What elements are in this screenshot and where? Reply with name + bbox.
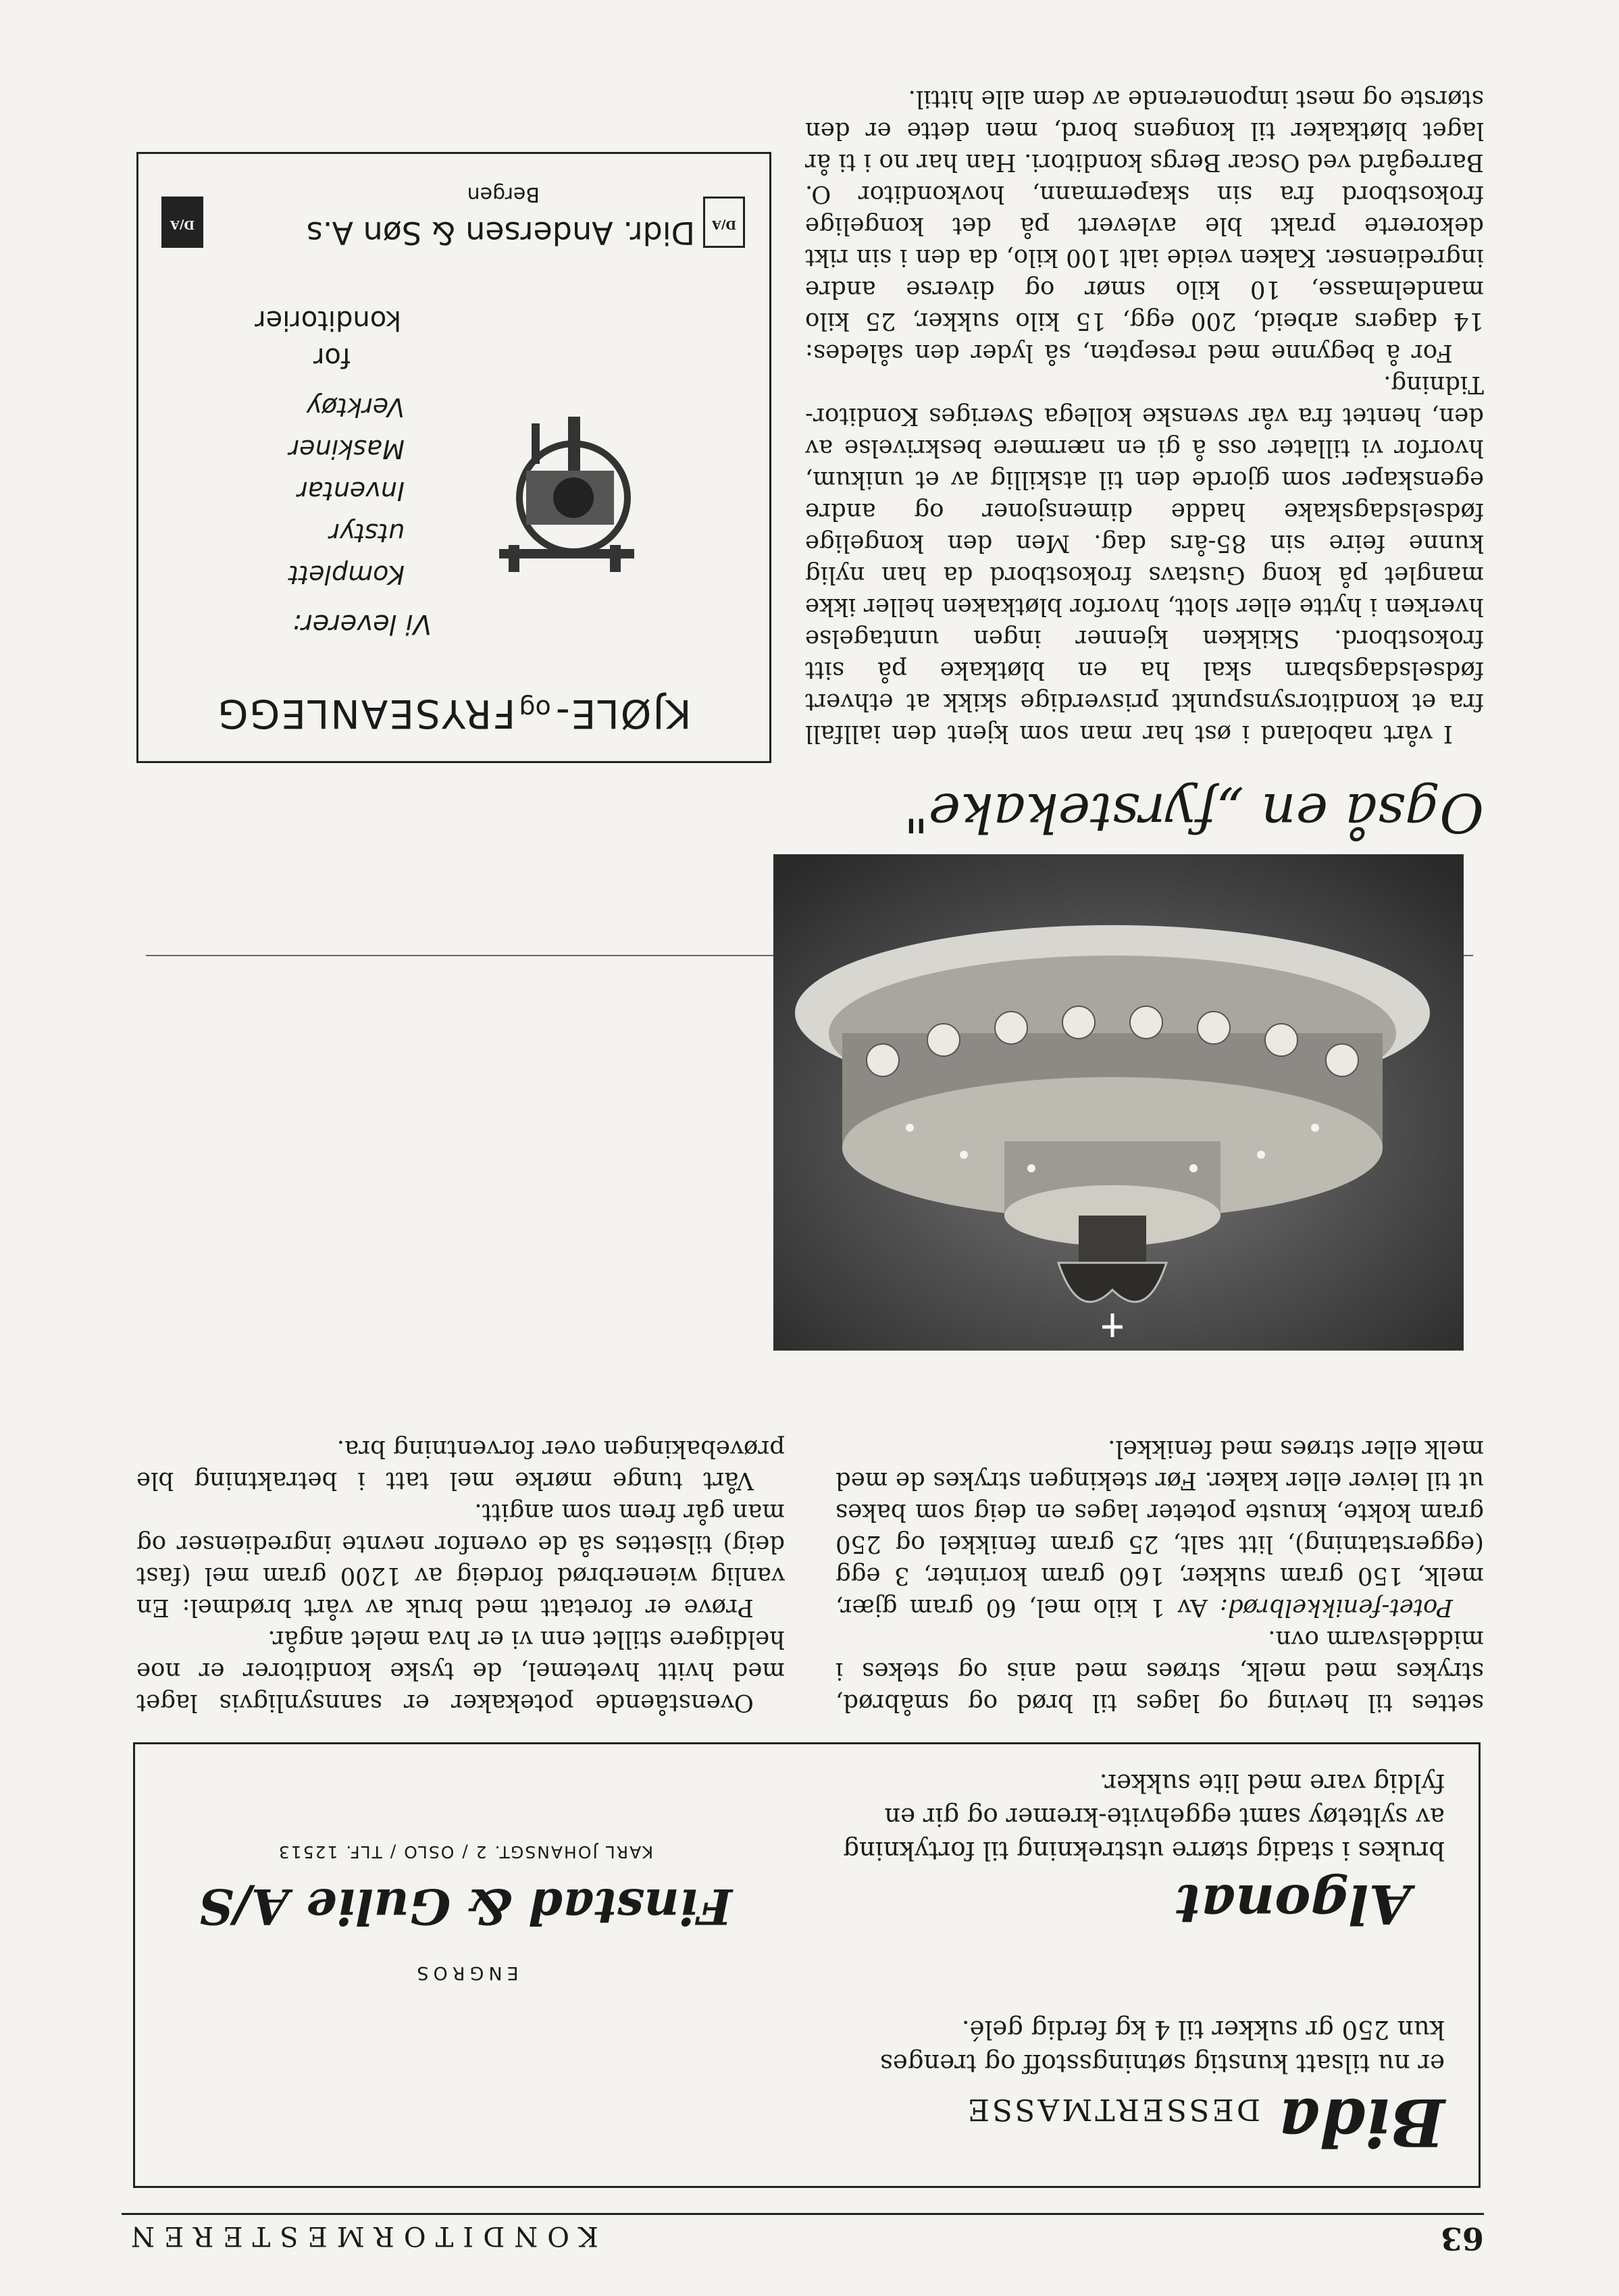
article-title: Også en „fyrstekake" <box>903 781 1484 844</box>
dida-company: Didr. Andersen & Søn A.s <box>306 215 695 251</box>
machine-illustration <box>459 396 675 599</box>
dida-headline-b: FRYSEANLEGG <box>216 691 516 737</box>
dida-logo-right-text: D/A <box>170 217 195 232</box>
dida-city: Bergen <box>467 182 540 206</box>
finstad-engros: ENGROS <box>412 1962 519 1983</box>
dida-konditorier: konditorier <box>255 305 401 336</box>
dida-headline-a: KJØLE- <box>554 691 692 737</box>
finstad-address: KARL JOHANSGT. 2 / OSLO / TLF. 12513 <box>277 1842 654 1862</box>
ad-box-didr-andersen <box>136 152 771 763</box>
dida-vi-leverer: Vi leverer: <box>292 608 432 640</box>
dida-item-verktoy: Verktøy <box>306 392 405 422</box>
dida-item-komplett: Komplett <box>288 560 405 590</box>
page-number: 63 <box>1440 2220 1484 2257</box>
ad-bida <box>837 2012 1445 2160</box>
algonat-brand: Algonat <box>1175 1873 1411 1936</box>
page-header <box>122 2213 1484 2257</box>
bida-product: DESSERTMASSE <box>965 2092 1261 2127</box>
bida-text: er nu tilsatt kunstig søtningsstoff og trenges kun 250 gr sukker til 4 kg ferdig gelé. <box>879 2015 1445 2078</box>
ad-box-finstad-gulie <box>133 1742 1481 2188</box>
dida-items <box>288 386 405 596</box>
dida-for: for <box>313 342 351 373</box>
finstad-company: Finstad & Gulie A/S <box>198 1878 733 1935</box>
article-top-left-p2-label: Potet-fenikkelbrød: <box>1219 1594 1453 1621</box>
article-paragraph-1: I vårt naboland i øst har man som kjent den iallfall fra et konditorsynspunkt prisverdige skikk at ethvert fødselsdagsbarn skal ha en bløtkake på sitt frokostbord. Skikken kjenner ingen unntagelse hverken i hytte eller slott, hvorfor bløtkaken heller ikke manglet på kong Gustavs frokostbord da han nylig kunne feire sin 85-års dag. Men den kongelige fødselsdagskake hadde dimensjoner og andre egenskaper som gjorde den til atskillig av et unikum, hvorfor vi tillater oss å gi en nærmere beskrivelse av den, hentet fra vår svenske kollega Sveriges Konditor-Tidning. <box>805 371 1484 748</box>
dida-item-inventar: Inventar <box>297 476 405 506</box>
cake-photo <box>773 854 1464 1351</box>
article-top-right-p2: Prøve er foretatt med bruk av vårt brødmel: En vanlig wienerbrød fordeig av 1200 gram mel (fast deig) tilsettes så de ovenfor nevnte ingredienser og man går frem som angitt. <box>136 1498 785 1621</box>
ad-finstad <box>168 1842 763 1983</box>
dida-item-maskiner: Maskiner <box>288 434 405 464</box>
dida-logo-left-text: D/A <box>711 217 737 232</box>
dida-headline <box>138 691 769 737</box>
article-top-right-p3: Vårt tunge mørke mel tatt i betraktning ble prøvebakingen over forventning bra. <box>136 1435 785 1494</box>
bida-brand: Bida <box>1278 2084 1445 2160</box>
article-top-left-p2 <box>836 1433 1484 1623</box>
ad-algonat <box>837 1766 1445 1936</box>
article-paragraph-2: For å begynne med resepten, så lyder den således: 14 dagers arbeid, 200 egg, 15 kilo sukker, 25 kilo mandelmasse, 10 kilo smør og diverse andre ingredienser. Kaken veide ialt 100 kilo, da den i sin rikt dekorerte prakt ble avlevert på det kongelige frokostbord fra sin skapermann, hovkonditor O. Barregård ved Oscar Bergs konditori. Han har no i ti år laget bløtkaker til kongens bord, men dette er den største og mest imponerende av dem alle hittil. <box>805 85 1484 367</box>
article-top-right-p1: Ovenstående potekaker er sannsynligvis laget med hvitt hvetemel, de tyske konditorer er noe heldigere stillet enn vi er hva melet angår. <box>136 1625 785 1717</box>
dida-headline-og: og <box>519 694 551 724</box>
dida-item-utstyr: utstyr <box>329 518 405 548</box>
cake-illustration <box>773 854 1464 1351</box>
dida-logo-right <box>161 197 203 248</box>
article-top-left-col <box>836 1433 1484 1719</box>
article-top-left-p2-text: Av 1 kilo mel, 60 gram gjær, melk, 150 gram sukker, 160 gram korinter, 3 egg (eggerstatning), litt salt, 25 gram fenikkel og 250 gram kokte, knuste poteter lages en deig som bakes ut til leiver eller kaker. Før stekingen strykes de med melk eller strøes med fenikkel. <box>836 1435 1484 1621</box>
article-top-right-col <box>136 1433 785 1719</box>
magazine-title: KONDITORMESTEREN <box>122 2220 598 2251</box>
article-body <box>805 83 1484 750</box>
dida-logo-left <box>703 197 745 248</box>
algonat-text: brukes i stadig større utstrekning til fortykning av syltetøy samt eggehvite-kremer og gir en fyldig vare med lite sukker. <box>843 1769 1445 1865</box>
article-top-left-p1: settes til heving og lages til brød og småbrød, strykes med melk, strøes med anis og stekes i middelsvarm ovn. <box>836 1625 1484 1717</box>
